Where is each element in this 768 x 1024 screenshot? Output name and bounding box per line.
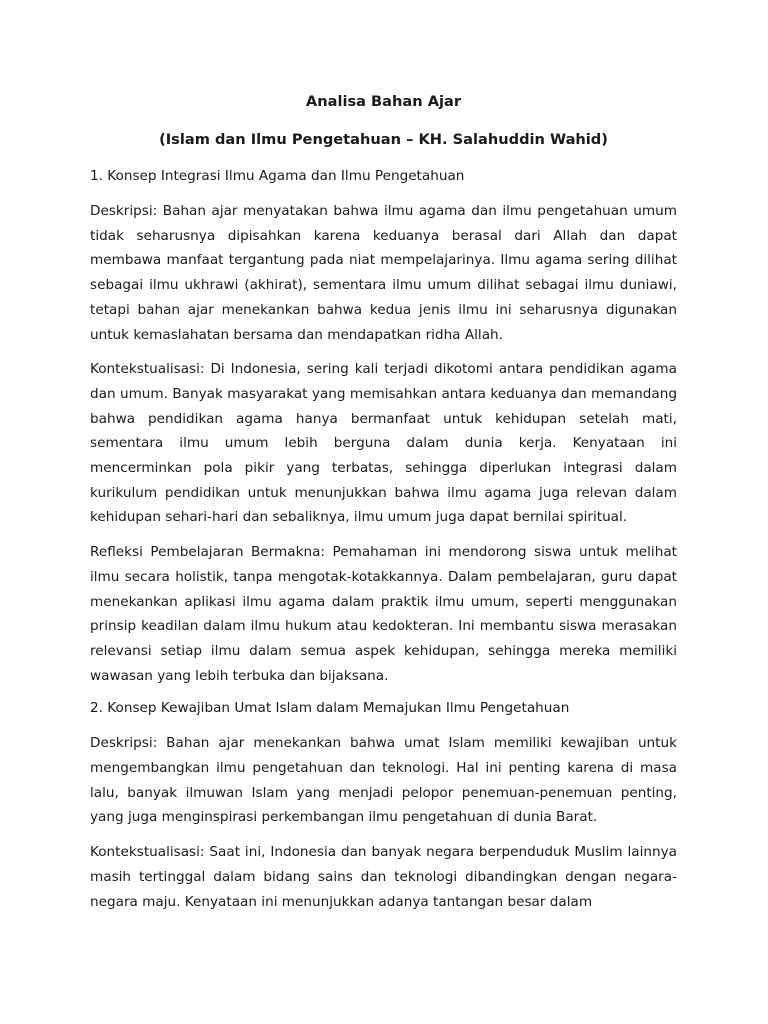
document-title: Analisa Bahan Ajar (305, 93, 462, 110)
section-2 (90, 698, 677, 914)
document-page (90, 92, 677, 924)
paragraph-refleksi: Refleksi Pembelajaran Bermakna: Pemahaman ini mendorong siswa untuk melihat ilmu secara holistik, tanpa mengotak-kotakkannya. Dalam pembelajaran, guru dapat menekankan aplikasi ilmu agama dalam praktik ilmu umum, seperti menggunakan prinsip keadilan dalam ilmu hukum atau kedokteran. Ini membantu siswa merasakan relevansi setiap ilmu dalam semua aspek kehidupan, sehingga mereka memiliki wawasan yang lebih terbuka dan bijaksana. (90, 544, 677, 684)
section-heading: 1. Konsep Integrasi Ilmu Agama dan Ilmu Pengetahuan (90, 168, 465, 184)
paragraph-kontekstualisasi: Kontekstualisasi: Di Indonesia, sering kali terjadi dikotomi antara pendidikan agama dan umum. Banyak masyarakat yang memisahkan antara keduanya dan memandang bahwa pendidikan agama hanya bermanfaat untuk kehidupan setelah mati, sementara ilmu umum lebih berguna dalam dunia kerja. Kenyataan ini mencerminkan pola pikir yang terbatas, sehingga diperlukan integrasi dalam kurikulum pendidikan untuk menunjukkan bahwa ilmu agama juga relevan dalam kehidupan sehari-hari dan sebaliknya, ilmu umum juga dapat bernilai spiritual. (90, 361, 677, 526)
document-subtitle: (Islam dan Ilmu Pengetahuan – KH. Salahuddin Wahid) (159, 131, 608, 148)
section-1 (90, 166, 677, 688)
paragraph-deskripsi: Deskripsi: Bahan ajar menyatakan bahwa ilmu agama dan ilmu pengetahuan umum tidak seharusnya dipisahkan karena keduanya berasal dari Allah dan dapat membawa manfaat tergantung pada niat mempelajarinya. Ilmu agama sering dilihat sebagai ilmu ukhrawi (akhirat), sementara ilmu umum dilihat sebagai ilmu duniawi, tetapi bahan ajar menekankan bahwa kedua jenis ilmu ini seharusnya digunakan untuk kemaslahatan bersama dan mendapatkan ridha Allah. (90, 203, 677, 343)
paragraph-kontekstualisasi: Kontekstualisasi: Saat ini, Indonesia dan banyak negara berpenduduk Muslim lainnya masih tertinggal dalam bidang sains dan teknologi dibandingkan dengan negara-negara maju. Kenyataan ini menunjukkan adanya tantangan besar dalam (90, 844, 677, 910)
section-heading: 2. Konsep Kewajiban Umat Islam dalam Memajukan Ilmu Pengetahuan (90, 700, 570, 717)
paragraph-deskripsi: Deskripsi: Bahan ajar menekankan bahwa umat Islam memiliki kewajiban untuk mengembangkan ilmu pengetahuan dan teknologi. Hal ini penting karena di masa lalu, banyak ilmuwan Islam yang menjadi pelopor penemuan-penemuan penting, yang juga menginspirasi perkembangan ilmu pengetahuan di dunia Barat. (90, 735, 677, 826)
